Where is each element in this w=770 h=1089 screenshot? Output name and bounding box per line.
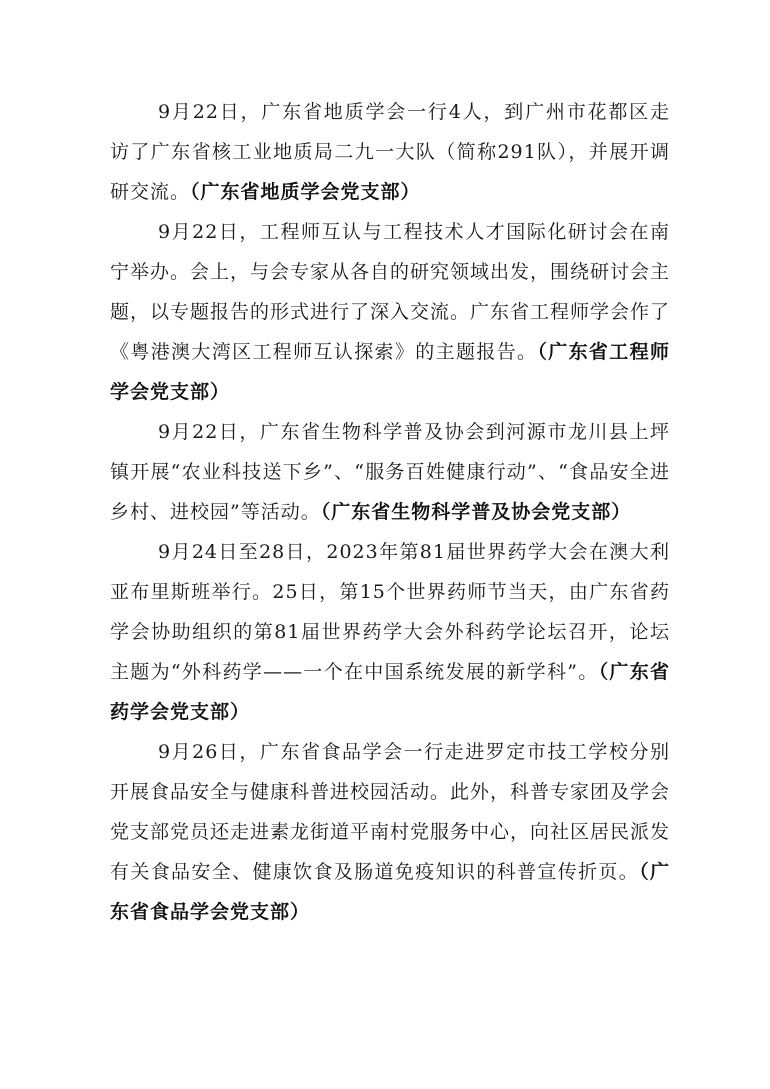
news-item-text: 9月22日，广东省地质学会一行4人，到广州市花都区走访了广东省核工业地质局二九一大队（简称291队），并展开调研交流。 [110, 101, 670, 203]
news-item-food [110, 732, 670, 932]
news-item-geology [110, 92, 670, 212]
news-item-source: （广东省工程师学会党支部） [110, 341, 670, 403]
news-item-engineers [110, 212, 670, 412]
news-item-text: 9月22日，广东省生物科学普及协会到河源市龙川县上坪镇开展“农业科技送下乡”、“服务百姓健康行动”、“食品安全进乡村、进校园”等活动。 [110, 421, 670, 523]
news-item-source: （广东省食品学会党支部） [110, 861, 670, 923]
news-item-biology [110, 412, 670, 532]
news-item-source: （广东省生物科学普及协会党支部） [320, 501, 632, 523]
news-item-text: 9月22日，工程师互认与工程技术人才国际化研讨会在南宁举办。会上，与会专家从各自的研究领域出发，围绕研讨会主题，以专题报告的形式进行了深入交流。广东省工程师学会作了《粤港澳大湾区工程师互认探索》的主题报告。 [110, 221, 671, 363]
news-item-text: 9月24日至28日，2023年第81届世界药学大会在澳大利亚布里斯班举行。25日，第15个世界药师节当天，由广东省药学会协助组织的第81届世界药学大会外科药学论坛召开，论坛主题为“外科药学——一个在中国系统发展的新学科”。 [110, 541, 670, 683]
document-page [110, 92, 670, 932]
news-item-source: （广东省地质学会党支部） [190, 181, 421, 203]
news-item-pharmacy [110, 532, 670, 732]
news-item-text: 9月26日，广东省食品学会一行走进罗定市技工学校分别开展食品安全与健康科普进校园活动。此外，科普专家团及学会党支部党员还走进素龙街道平南村党服务中心，向社区居民派发有关食品安全、健康饮食及肠道免疫知识的科普宣传折页。 [110, 741, 671, 883]
news-item-source: （广东省药学会党支部） [110, 661, 670, 723]
